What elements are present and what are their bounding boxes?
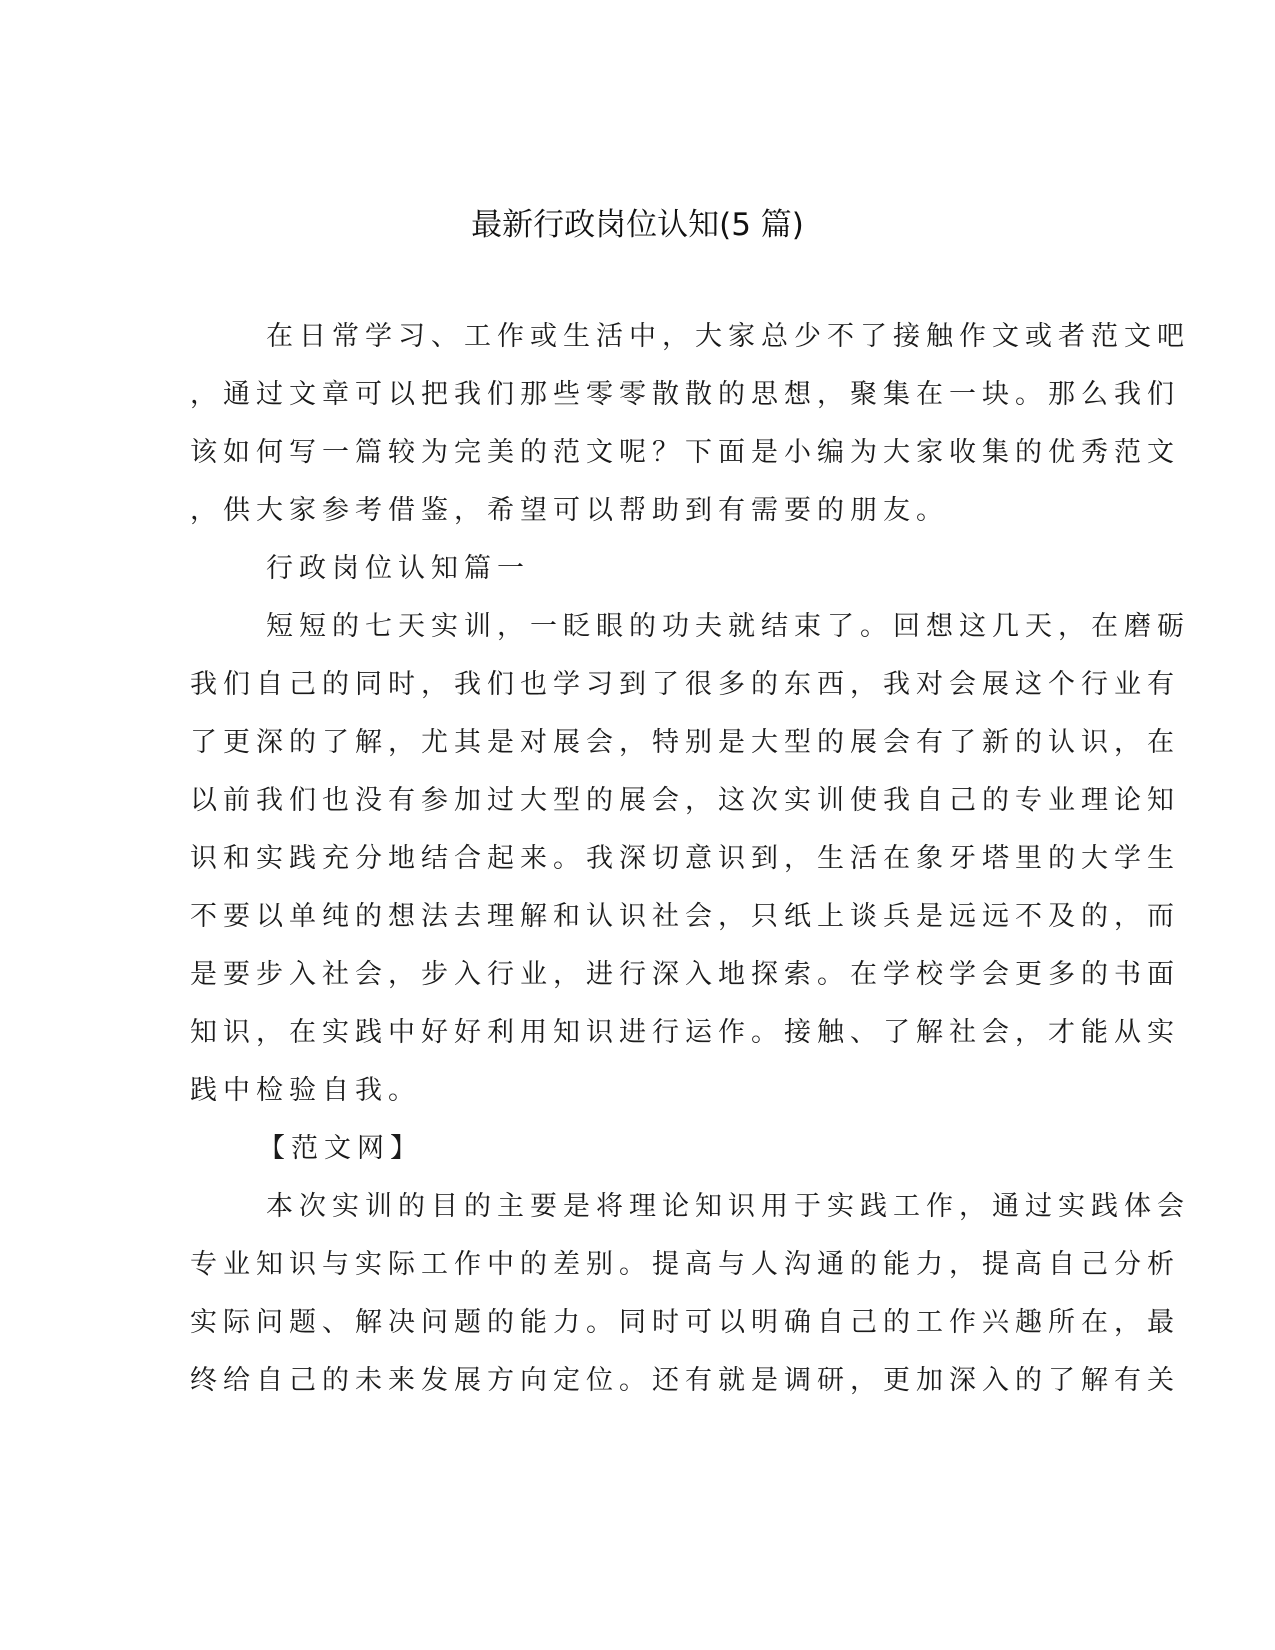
body-line: 终给自己的未来发展方向定位。还有就是调研，更加深入的了解有关 xyxy=(190,1365,1180,1396)
body-line: 不要以单纯的想法去理解和认识社会，只纸上谈兵是远远不及的，而 xyxy=(190,901,1180,932)
body-line: 短短的七天实训，一眨眼的功夫就结束了。回想这几天，在磨砺 xyxy=(266,611,1190,642)
intro-line: ，供大家参考借鉴，希望可以帮助到有需要的朋友。 xyxy=(190,495,949,526)
intro-line: ，通过文章可以把我们那些零零散散的思想，聚集在一块。那么我们 xyxy=(190,379,1180,410)
body-line: 我们自己的同时，我们也学习到了很多的东西，我对会展这个行业有 xyxy=(190,669,1180,700)
body-line: 实际问题、解决问题的能力。同时可以明确自己的工作兴趣所在，最 xyxy=(190,1307,1180,1338)
body-line: 践中检验自我。 xyxy=(190,1075,421,1106)
bracket-label: 【范文网】 xyxy=(258,1133,423,1164)
body-line: 知识，在实践中好好利用知识进行运作。接触、了解社会，才能从实 xyxy=(190,1017,1180,1048)
intro-line: 该如何写一篇较为完美的范文呢？下面是小编为大家收集的优秀范文 xyxy=(190,437,1180,468)
body-line: 本次实训的目的主要是将理论知识用于实践工作，通过实践体会 xyxy=(266,1191,1190,1222)
intro-line: 在日常学习、工作或生活中，大家总少不了接触作文或者范文吧 xyxy=(266,321,1190,352)
section-heading: 行政岗位认知篇一 xyxy=(266,553,530,584)
body-line: 以前我们也没有参加过大型的展会，这次实训使我自己的专业理论知 xyxy=(190,785,1180,816)
document-title: 最新行政岗位认知(5 篇) xyxy=(471,207,804,243)
body-line: 识和实践充分地结合起来。我深切意识到，生活在象牙塔里的大学生 xyxy=(190,843,1180,874)
body-line: 了更深的了解，尤其是对展会，特别是大型的展会有了新的认识，在 xyxy=(190,727,1180,758)
body-line: 是要步入社会，步入行业，进行深入地探索。在学校学会更多的书面 xyxy=(190,959,1180,990)
body-line: 专业知识与实际工作中的差别。提高与人沟通的能力，提高自己分析 xyxy=(190,1249,1180,1280)
